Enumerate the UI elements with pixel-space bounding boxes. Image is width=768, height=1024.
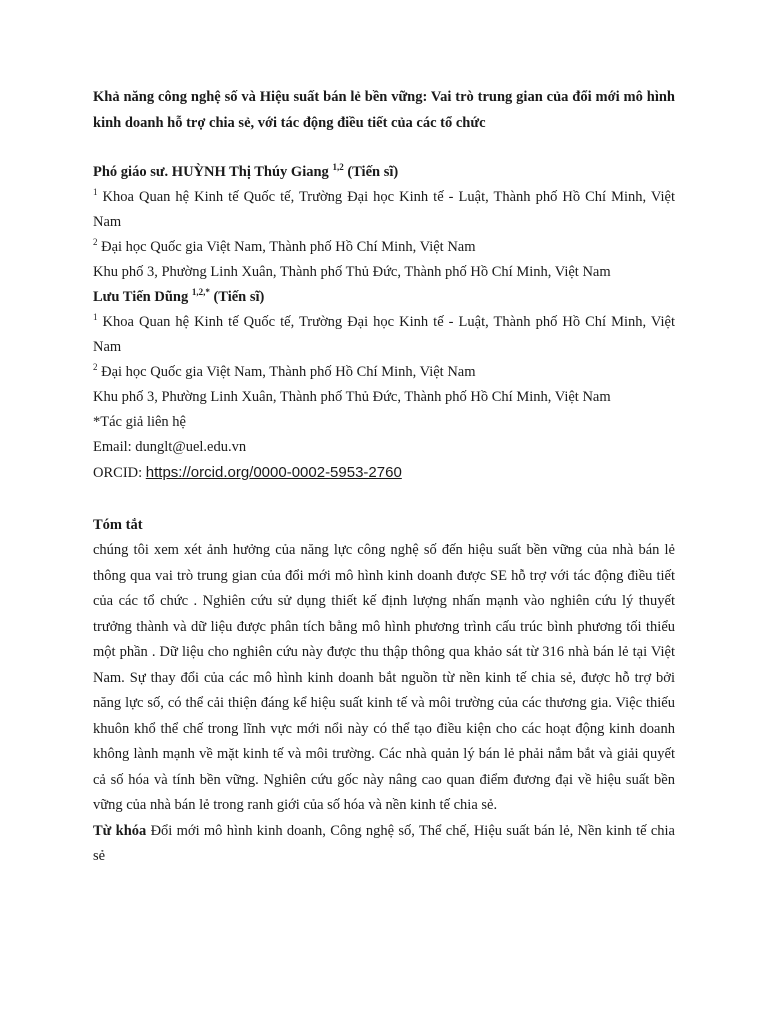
- abstract-body: chúng tôi xem xét ảnh hưởng của năng lực công nghệ số đến hiệu suất bền vững của nhà bán lẻ thông qua vai trò trung gian của đổi mới mô hình kinh doanh được SE hỗ trợ với tác động điều tiết của các tổ chức . Nghiên cứu sử dụng thiết kế định lượng nhấn mạnh vào nghiên cứu lý thuyết trưởng thành và dữ liệu được phân tích bằng mô hình phương trình cấu trúc bình phương tối thiểu một phần . Dữ liệu cho nghiên cứu này được thu thập thông qua khảo sát từ 316 nhà bán lẻ tại Việt Nam. Sự thay đổi của các mô hình kinh doanh bắt nguồn từ nền kinh tế chia sẻ, được hỗ trợ bởi năng lực số, có thể cải thiện đáng kể hiệu suất kinh tế và môi trường của các thương gia. Việc thiếu khuôn khổ thể chế trong lĩnh vực mới nổi này có thể tạo điều kiện cho các hoạt động kinh doanh không lành mạnh về mặt kinh tế và môi trường. Các nhà quản lý bán lẻ phải nắm bắt và giải quyết cả số hóa và tính bền vững. Nghiên cứu gốc này nâng cao quan điểm đương đại về hiệu suất bền vững của nhà bán lẻ trong ranh giới của số hóa và nền kinh tế chia sẻ.: [93, 542, 675, 813]
- author-email: Email: dunglt@uel.edu.vn: [93, 439, 247, 455]
- affiliation-sup: 1: [93, 312, 98, 323]
- orcid-link[interactable]: https://orcid.org/0000-0002-5953-2760: [145, 464, 402, 481]
- affiliation: [93, 360, 675, 385]
- orcid-label: ORCID:: [93, 465, 146, 481]
- affiliation-text: Đại học Quốc gia Việt Nam, Thành phố Hồ Chí Minh, Việt Nam: [97, 364, 476, 380]
- affiliation: [93, 310, 675, 360]
- author-sup: 1,2: [332, 162, 344, 173]
- author-degree: (Tiến sĩ): [209, 289, 265, 305]
- author-sup: 1,2,*: [191, 287, 210, 298]
- author-name-text: Phó giáo sư. HUỲNH Thị Thúy Giang: [93, 164, 333, 180]
- abstract-heading: Tóm tắt: [93, 517, 143, 533]
- affiliation: [93, 235, 675, 260]
- affiliation: [93, 185, 675, 235]
- affiliation-sup: 2: [93, 362, 98, 373]
- author-address: Khu phố 3, Phường Linh Xuân, Thành phố Thủ Đức, Thành phố Hồ Chí Minh, Việt Nam: [93, 264, 611, 280]
- author-name-text: Lưu Tiến Dũng: [93, 289, 192, 305]
- corresponding-author-note: *Tác giả liên hệ: [93, 414, 186, 430]
- keywords: [93, 819, 675, 870]
- author-name: [93, 160, 675, 185]
- affiliation-text: Đại học Quốc gia Việt Nam, Thành phố Hồ Chí Minh, Việt Nam: [97, 239, 476, 255]
- author-degree: (Tiến sĩ): [343, 164, 399, 180]
- author-name: [93, 285, 675, 310]
- keywords-label: Từ khóa: [93, 822, 147, 839]
- document-body: [93, 84, 675, 870]
- orcid-line: [93, 460, 675, 486]
- affiliation-text: Khoa Quan hệ Kinh tế Quốc tế, Trường Đại học Kinh tế - Luật, Thành phố Hồ Chí Minh, Việt Nam: [93, 189, 675, 230]
- affiliation-text: Khoa Quan hệ Kinh tế Quốc tế, Trường Đại học Kinh tế - Luật, Thành phố Hồ Chí Minh, Việt Nam: [93, 314, 675, 355]
- affiliation-sup: 2: [93, 237, 98, 248]
- affiliation-sup: 1: [93, 187, 98, 198]
- keywords-text: Đổi mới mô hình kinh doanh, Công nghệ số, Thể chế, Hiệu suất bán lẻ, Nền kinh tế chia sẻ: [93, 822, 675, 864]
- paper-title: Khả năng công nghệ số và Hiệu suất bán lẻ bền vững: Vai trò trung gian của đổi mới mô hình kinh doanh hỗ trợ chia sẻ, với tác động điều tiết của các tổ chức: [93, 89, 675, 131]
- author-address: Khu phố 3, Phường Linh Xuân, Thành phố Thủ Đức, Thành phố Hồ Chí Minh, Việt Nam: [93, 389, 611, 405]
